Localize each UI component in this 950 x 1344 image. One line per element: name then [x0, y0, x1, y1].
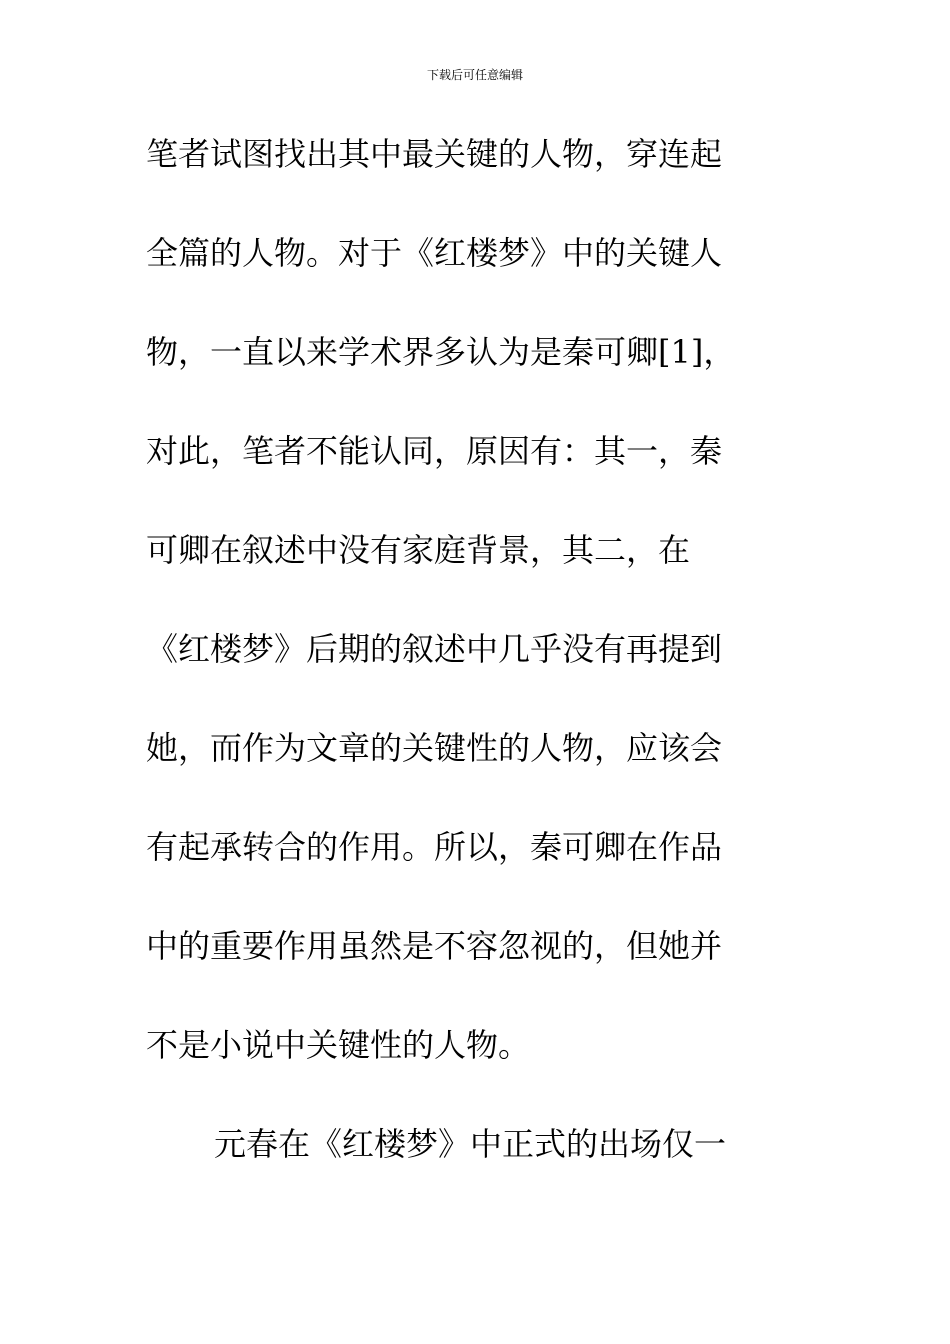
text-line: 可卿在叙述中没有家庭背景，其二，在 [146, 531, 691, 569]
text-line: 笔者试图找出其中最关键的人物，穿连起 [146, 135, 723, 173]
page-header: 下载后可任意编辑 [426, 68, 523, 82]
text-line: 全篇的人物。对于《红楼梦》中的关键人 [146, 234, 723, 272]
text-line: 《红楼梦》后期的叙述中几乎没有再提到 [146, 630, 723, 668]
paragraph-start-line: 元春在《红楼梦》中正式的出场仅一 [214, 1125, 727, 1163]
document-body [146, 120, 786, 1209]
text-line: 有起承转合的作用。所以，秦可卿在作品 [146, 828, 723, 866]
text-line: 中的重要作用虽然是不容忽视的，但她并 [146, 927, 723, 965]
text-line: 物，一直以来学术界多认为是秦可卿[1]， [146, 333, 736, 371]
text-line: 对此，笔者不能认同，原因有：其一，秦 [146, 432, 723, 470]
text-line: 不是小说中关键性的人物。 [146, 1026, 531, 1064]
text-line: 她，而作为文章的关键性的人物，应该会 [146, 729, 723, 767]
